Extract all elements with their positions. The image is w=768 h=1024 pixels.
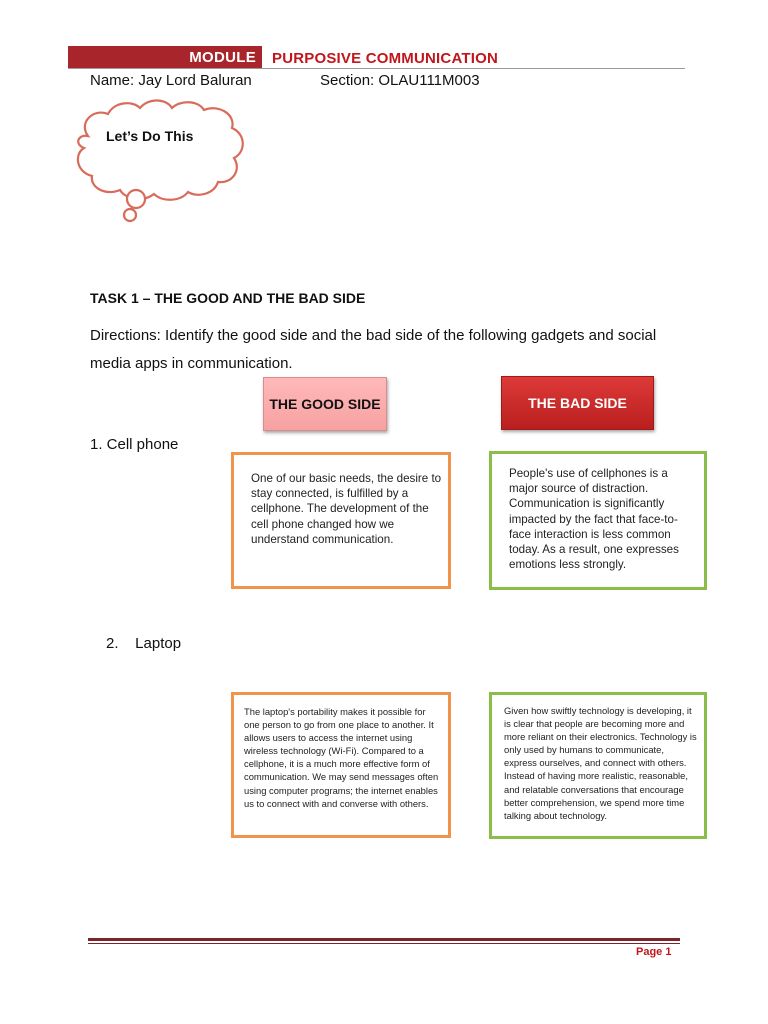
task-directions: Directions: Identify the good side and the bad side of the following gadgets and social media apps in communication. [90,327,657,372]
bad-side-header: THE BAD SIDE [501,376,654,430]
good-side-box-cellphone [231,452,451,589]
good-side-header: THE GOOD SIDE [263,377,387,431]
page-number: Page 1 [636,946,672,958]
item-label-cellphone: 1. Cell phone [90,436,179,453]
footer-divider-thin [88,943,680,944]
bad-side-text-laptop: Given how swiftly technology is developing, it is clear that people are becoming more and more reliant on their electronics. Technology is only used by humans to communicate, express ourselves, and connect with others. Instead of having more realistic, reasonable, and relatable conversations that encourage better comprehension, we spend more time talking about technology. [504,705,697,821]
bad-side-text-cellphone: People's use of cellphones is a major source of distraction. Communication is significantly impacted by the fact that face-to-face interaction is less common today. As a result, one expresses emotions less strongly. [509,467,679,572]
good-side-box-laptop [231,692,451,838]
bad-side-box-cellphone [489,451,707,590]
footer-divider [88,938,680,941]
task-title: TASK 1 – THE GOOD AND THE BAD SIDE [90,290,366,306]
bad-side-box-laptop [489,692,707,839]
student-name: Name: Jay Lord Baluran [90,72,252,89]
good-side-text-cellphone: One of our basic needs, the desire to stay connected, is fulfilled by a cellphone. The development of the cell phone changed how we understand communication. [251,472,442,546]
thought-cloud-icon [68,96,254,231]
good-side-text-laptop: The laptop's portability makes it possible for one person to go from one place to another. It allows users to access the internet using wireless technology (Wi-Fi). Compared to a cellphone, it is a much more effective form of communication. We may send messages often using computer programs; the internet enables us to connect with and converse with others. [244,706,439,809]
cloud-label: Let’s Do This [106,128,194,144]
item-label-laptop: 2. Laptop [106,635,182,652]
module-label: MODULE [68,46,262,68]
header-divider [68,68,685,69]
module-subject: PURPOSIVE COMMUNICATION [272,50,498,67]
student-section: Section: OLAU111M003 [320,72,480,89]
